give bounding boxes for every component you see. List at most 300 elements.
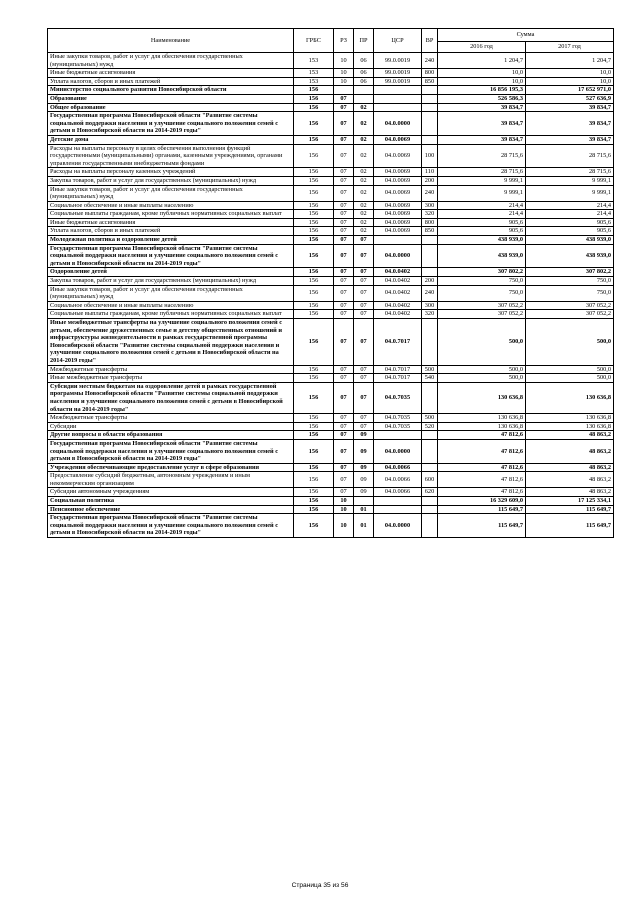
- table-row: [48, 301, 614, 310]
- cell-name: Иные закупки товаров, работ и услуг для обеспечения государственных (муниципальных) нужд: [48, 53, 294, 69]
- table-row: [48, 277, 614, 286]
- cell-rz: 07: [334, 382, 354, 413]
- cell-rz: 10: [334, 505, 354, 514]
- cell-grbs: 156: [294, 488, 334, 497]
- cell-csr: [374, 94, 422, 103]
- cell-grbs: 156: [294, 301, 334, 310]
- table-row: [48, 365, 614, 374]
- cell-sum-2017: 115 649,7: [526, 514, 614, 538]
- cell-sum-2017: 39 834,7: [526, 135, 614, 144]
- cell-pr: 07: [354, 301, 374, 310]
- cell-grbs: 156: [294, 319, 334, 366]
- cell-sum-2016: 307 052,2: [438, 301, 526, 310]
- table-row: [48, 201, 614, 210]
- cell-grbs: 156: [294, 176, 334, 185]
- cell-grbs: 156: [294, 210, 334, 219]
- cell-sum-2017: 48 863,2: [526, 431, 614, 440]
- cell-csr: 04.0.0000: [374, 244, 422, 268]
- cell-vr: [422, 382, 438, 413]
- cell-grbs: 156: [294, 227, 334, 236]
- cell-sum-2017: 130 636,8: [526, 422, 614, 431]
- header-year-2016: 2016 год: [438, 42, 526, 53]
- cell-csr: 04.0.0402: [374, 310, 422, 319]
- cell-rz: 07: [334, 236, 354, 245]
- cell-name: Закупка товаров, работ и услуг для государственных (муниципальных) нужд: [48, 176, 294, 185]
- cell-pr: 09: [354, 439, 374, 463]
- cell-pr: 09: [354, 431, 374, 440]
- cell-sum-2017: 500,0: [526, 365, 614, 374]
- cell-name: Расходы на выплаты персоналу в целях обеспечения выполнения функций государственными (муниципальными) органами, казенными учреждениями, органами управления государственными внебюджетными фондами: [48, 144, 294, 168]
- cell-rz: 07: [334, 176, 354, 185]
- cell-sum-2016: 39 834,7: [438, 112, 526, 136]
- cell-name: Молодежная политика и оздоровление детей: [48, 236, 294, 245]
- cell-grbs: 153: [294, 77, 334, 86]
- cell-sum-2017: 750,0: [526, 277, 614, 286]
- cell-sum-2017: 48 863,2: [526, 488, 614, 497]
- cell-vr: 300: [422, 201, 438, 210]
- cell-sum-2017: 17 125 334,1: [526, 497, 614, 506]
- cell-sum-2016: 10,0: [438, 69, 526, 78]
- cell-rz: 07: [334, 472, 354, 488]
- table-row: [48, 218, 614, 227]
- cell-vr: 500: [422, 414, 438, 423]
- cell-vr: 300: [422, 301, 438, 310]
- cell-rz: 07: [334, 201, 354, 210]
- cell-sum-2017: 1 204,7: [526, 53, 614, 69]
- table-row: [48, 53, 614, 69]
- cell-vr: [422, 135, 438, 144]
- cell-sum-2017: 48 863,2: [526, 472, 614, 488]
- cell-csr: 04.0.0402: [374, 301, 422, 310]
- cell-csr: 04.0.7035: [374, 422, 422, 431]
- cell-sum-2016: 10,0: [438, 77, 526, 86]
- table-row: [48, 505, 614, 514]
- cell-csr: 04.0.0069: [374, 168, 422, 177]
- cell-pr: 07: [354, 285, 374, 301]
- header-csr: ЦСР: [374, 29, 422, 53]
- header-pr: ПР: [354, 29, 374, 53]
- cell-csr: 04.0.0000: [374, 112, 422, 136]
- cell-name: Социальная политика: [48, 497, 294, 506]
- document-page: [47, 28, 613, 538]
- table-row: [48, 472, 614, 488]
- cell-rz: 10: [334, 497, 354, 506]
- cell-grbs: 156: [294, 374, 334, 383]
- cell-sum-2016: 750,0: [438, 277, 526, 286]
- cell-sum-2016: 28 715,6: [438, 144, 526, 168]
- cell-rz: 07: [334, 277, 354, 286]
- cell-grbs: 156: [294, 218, 334, 227]
- header-sum: Сумма: [438, 29, 614, 42]
- cell-csr: 04.0.0402: [374, 277, 422, 286]
- cell-sum-2016: 130 636,8: [438, 414, 526, 423]
- cell-grbs: 156: [294, 439, 334, 463]
- cell-name: Учреждения обеспечивающие предоставление услуг в сфере образования: [48, 463, 294, 472]
- cell-vr: 500: [422, 365, 438, 374]
- cell-sum-2017: 905,6: [526, 218, 614, 227]
- cell-sum-2016: 438 939,0: [438, 236, 526, 245]
- cell-rz: 10: [334, 69, 354, 78]
- cell-sum-2017: 28 715,6: [526, 144, 614, 168]
- table-row: [48, 374, 614, 383]
- cell-csr: 04.0.0069: [374, 227, 422, 236]
- cell-sum-2016: 500,0: [438, 319, 526, 366]
- cell-name: Социальное обеспечение и иные выплаты населению: [48, 201, 294, 210]
- cell-csr: 99.0.0019: [374, 53, 422, 69]
- cell-grbs: 156: [294, 463, 334, 472]
- cell-rz: 07: [334, 210, 354, 219]
- cell-rz: 07: [334, 135, 354, 144]
- table-row: [48, 310, 614, 319]
- cell-sum-2016: 500,0: [438, 365, 526, 374]
- cell-vr: 520: [422, 422, 438, 431]
- cell-vr: [422, 497, 438, 506]
- table-header-row: [48, 29, 614, 42]
- cell-name: Иные закупки товаров, работ и услуг для обеспечения государственных (муниципальных) нужд: [48, 185, 294, 201]
- cell-rz: 10: [334, 77, 354, 86]
- cell-csr: 04.0.7035: [374, 382, 422, 413]
- cell-name: Оздоровление детей: [48, 268, 294, 277]
- cell-name: Расходы на выплаты персоналу казенных учреждений: [48, 168, 294, 177]
- cell-rz: 10: [334, 514, 354, 538]
- table-row: [48, 414, 614, 423]
- cell-vr: 320: [422, 210, 438, 219]
- cell-pr: 07: [354, 422, 374, 431]
- cell-grbs: 156: [294, 185, 334, 201]
- table-row: [48, 422, 614, 431]
- cell-pr: 09: [354, 463, 374, 472]
- cell-csr: 04.0.0069: [374, 218, 422, 227]
- cell-grbs: 156: [294, 112, 334, 136]
- cell-vr: 540: [422, 374, 438, 383]
- cell-rz: 07: [334, 244, 354, 268]
- table-row: [48, 135, 614, 144]
- cell-name: Уплата налогов, сборов и иных платежей: [48, 227, 294, 236]
- cell-pr: 02: [354, 135, 374, 144]
- cell-vr: [422, 431, 438, 440]
- cell-sum-2016: 16 329 609,0: [438, 497, 526, 506]
- cell-sum-2017: 130 636,8: [526, 414, 614, 423]
- cell-sum-2016: 307 052,2: [438, 310, 526, 319]
- table-row: [48, 514, 614, 538]
- cell-pr: 07: [354, 382, 374, 413]
- cell-pr: 07: [354, 365, 374, 374]
- cell-rz: 07: [334, 94, 354, 103]
- cell-rz: 07: [334, 285, 354, 301]
- cell-grbs: 156: [294, 144, 334, 168]
- page-number: Страница 35 из 56: [291, 882, 349, 889]
- cell-sum-2016: 115 649,7: [438, 505, 526, 514]
- cell-vr: 200: [422, 176, 438, 185]
- cell-sum-2016: 214,4: [438, 201, 526, 210]
- cell-sum-2016: 130 636,8: [438, 382, 526, 413]
- table-body: [48, 53, 614, 538]
- cell-vr: 110: [422, 168, 438, 177]
- cell-grbs: 156: [294, 382, 334, 413]
- cell-rz: 07: [334, 422, 354, 431]
- header-rz: РЗ: [334, 29, 354, 53]
- cell-csr: 04.0.0069: [374, 210, 422, 219]
- cell-vr: 600: [422, 472, 438, 488]
- cell-name: Общее образование: [48, 103, 294, 112]
- table-row: [48, 497, 614, 506]
- cell-csr: 04.0.0402: [374, 285, 422, 301]
- cell-rz: 10: [334, 53, 354, 69]
- table-row: [48, 168, 614, 177]
- cell-rz: 07: [334, 319, 354, 366]
- cell-rz: 07: [334, 268, 354, 277]
- cell-pr: 02: [354, 112, 374, 136]
- cell-name: Пенсионное обеспечение: [48, 505, 294, 514]
- cell-vr: [422, 112, 438, 136]
- cell-name: Социальные выплаты гражданам, кроме публичных нормативных социальных выплат: [48, 310, 294, 319]
- cell-vr: 240: [422, 53, 438, 69]
- cell-grbs: 156: [294, 86, 334, 95]
- cell-vr: [422, 86, 438, 95]
- cell-pr: 07: [354, 244, 374, 268]
- cell-sum-2017: 214,4: [526, 201, 614, 210]
- cell-vr: [422, 236, 438, 245]
- cell-vr: [422, 268, 438, 277]
- cell-pr: [354, 94, 374, 103]
- cell-rz: [334, 86, 354, 95]
- cell-name: Субсидии автономным учреждениям: [48, 488, 294, 497]
- cell-vr: [422, 103, 438, 112]
- cell-rz: 07: [334, 374, 354, 383]
- cell-name: Иные бюджетные ассигнования: [48, 218, 294, 227]
- cell-sum-2016: 438 939,0: [438, 244, 526, 268]
- cell-name: Межбюджетные трансферты: [48, 365, 294, 374]
- cell-csr: 04.0.0000: [374, 439, 422, 463]
- cell-sum-2017: 39 834,7: [526, 103, 614, 112]
- table-row: [48, 268, 614, 277]
- cell-rz: 07: [334, 168, 354, 177]
- cell-vr: [422, 94, 438, 103]
- cell-rz: 07: [334, 218, 354, 227]
- cell-sum-2016: 214,4: [438, 210, 526, 219]
- cell-sum-2017: 438 939,0: [526, 236, 614, 245]
- cell-grbs: 156: [294, 365, 334, 374]
- cell-sum-2016: 47 812,6: [438, 488, 526, 497]
- table-row: [48, 144, 614, 168]
- cell-name: Образование: [48, 94, 294, 103]
- cell-csr: 04.0.0069: [374, 176, 422, 185]
- cell-pr: 02: [354, 176, 374, 185]
- cell-sum-2016: 750,0: [438, 285, 526, 301]
- cell-rz: 07: [334, 185, 354, 201]
- cell-sum-2017: 39 834,7: [526, 112, 614, 136]
- cell-csr: [374, 236, 422, 245]
- cell-name: Государственная программа Новосибирской области "Развитие системы социальной поддержки населения и улучшение социального положения семей с детьми в Новосибирской области на 2014-2019 годы": [48, 244, 294, 268]
- cell-pr: [354, 497, 374, 506]
- cell-csr: 04.0.0069: [374, 185, 422, 201]
- cell-pr: 07: [354, 236, 374, 245]
- cell-csr: 04.0.7017: [374, 365, 422, 374]
- cell-name: Иные закупки товаров, работ и услуг для обеспечения государственных (муниципальных) нужд: [48, 285, 294, 301]
- cell-sum-2016: 16 856 195,3: [438, 86, 526, 95]
- cell-name: Иные межбюджетные трансферты: [48, 374, 294, 383]
- cell-pr: 06: [354, 77, 374, 86]
- cell-grbs: 156: [294, 135, 334, 144]
- header-grbs: ГРБС: [294, 29, 334, 53]
- cell-pr: 01: [354, 514, 374, 538]
- table-row: [48, 77, 614, 86]
- cell-grbs: 156: [294, 285, 334, 301]
- cell-name: Субсидии местным бюджетам на оздоровление детей в рамках государственной программы Новосибирской области "Развитие системы социальной поддержки населения и улучшение социального положения семей с детьми в Новосибирской области на 2014-2019 годы": [48, 382, 294, 413]
- cell-grbs: 156: [294, 310, 334, 319]
- cell-name: Закупка товаров, работ и услуг для государственных (муниципальных) нужд: [48, 277, 294, 286]
- table-row: [48, 69, 614, 78]
- cell-sum-2016: 39 834,7: [438, 135, 526, 144]
- table-row: [48, 103, 614, 112]
- table-row: [48, 227, 614, 236]
- cell-csr: [374, 497, 422, 506]
- cell-vr: 850: [422, 77, 438, 86]
- cell-name: Другие вопросы в области образования: [48, 431, 294, 440]
- table-row: [48, 431, 614, 440]
- cell-name: Иные бюджетные ассигнования: [48, 69, 294, 78]
- cell-pr: 02: [354, 168, 374, 177]
- table-row: [48, 94, 614, 103]
- cell-grbs: 156: [294, 103, 334, 112]
- cell-grbs: 156: [294, 244, 334, 268]
- cell-csr: [374, 505, 422, 514]
- cell-sum-2016: 115 649,7: [438, 514, 526, 538]
- cell-sum-2017: 500,0: [526, 374, 614, 383]
- cell-sum-2017: 9 999,1: [526, 176, 614, 185]
- cell-pr: 07: [354, 310, 374, 319]
- cell-name: Государственная программа Новосибирской области "Развитие системы социальной поддержки населения и улучшение социального положения семей с детьми в Новосибирской области на 2014-2019 годы": [48, 439, 294, 463]
- cell-grbs: 156: [294, 236, 334, 245]
- cell-grbs: 156: [294, 414, 334, 423]
- cell-sum-2016: 47 812,6: [438, 472, 526, 488]
- cell-csr: 04.0.0066: [374, 472, 422, 488]
- cell-name: Межбюджетные трансферты: [48, 414, 294, 423]
- cell-rz: 07: [334, 301, 354, 310]
- cell-sum-2017: 115 649,7: [526, 505, 614, 514]
- cell-rz: 07: [334, 439, 354, 463]
- cell-csr: 04.0.7035: [374, 414, 422, 423]
- table-row: [48, 210, 614, 219]
- cell-name: Государственная программа Новосибирской области "Развитие системы социальной поддержки населения и улучшение социального положения семей с детьми в Новосибирской области на 2014-2019 годы": [48, 514, 294, 538]
- cell-sum-2017: 9 999,1: [526, 185, 614, 201]
- cell-sum-2017: 750,0: [526, 285, 614, 301]
- cell-pr: 02: [354, 218, 374, 227]
- cell-sum-2017: 307 802,2: [526, 268, 614, 277]
- cell-sum-2017: 28 715,6: [526, 168, 614, 177]
- cell-csr: 04.0.7017: [374, 319, 422, 366]
- cell-vr: 800: [422, 69, 438, 78]
- cell-vr: 620: [422, 488, 438, 497]
- budget-table: [47, 28, 614, 538]
- cell-name: Государственная программа Новосибирской области "Развитие системы социальной поддержки населения и улучшение социального положения семей с детьми в Новосибирской области на 2014-2019 годы": [48, 112, 294, 136]
- cell-rz: 07: [334, 103, 354, 112]
- table-row: [48, 185, 614, 201]
- cell-csr: 04.0.7017: [374, 374, 422, 383]
- cell-grbs: 156: [294, 514, 334, 538]
- table-row: [48, 176, 614, 185]
- cell-pr: [354, 86, 374, 95]
- cell-name: Детские дома: [48, 135, 294, 144]
- cell-rz: 07: [334, 431, 354, 440]
- cell-sum-2016: 1 204,7: [438, 53, 526, 69]
- cell-sum-2016: 39 834,7: [438, 103, 526, 112]
- cell-csr: 04.0.0000: [374, 514, 422, 538]
- table-row: [48, 439, 614, 463]
- cell-grbs: 153: [294, 69, 334, 78]
- cell-grbs: 156: [294, 201, 334, 210]
- cell-sum-2017: 438 939,0: [526, 244, 614, 268]
- cell-sum-2016: 28 715,6: [438, 168, 526, 177]
- cell-sum-2016: 905,6: [438, 218, 526, 227]
- cell-vr: 240: [422, 185, 438, 201]
- cell-vr: 320: [422, 310, 438, 319]
- cell-csr: 04.0.0069: [374, 135, 422, 144]
- cell-csr: 04.0.0066: [374, 463, 422, 472]
- cell-rz: 07: [334, 488, 354, 497]
- header-name: Наименование: [48, 29, 294, 53]
- cell-vr: 100: [422, 144, 438, 168]
- cell-sum-2016: 9 999,1: [438, 185, 526, 201]
- cell-grbs: 156: [294, 268, 334, 277]
- cell-sum-2017: 500,0: [526, 319, 614, 366]
- cell-pr: 09: [354, 472, 374, 488]
- cell-pr: 02: [354, 201, 374, 210]
- cell-grbs: 156: [294, 431, 334, 440]
- cell-sum-2017: 214,4: [526, 210, 614, 219]
- table-row: [48, 285, 614, 301]
- cell-pr: 02: [354, 210, 374, 219]
- cell-csr: [374, 431, 422, 440]
- cell-pr: 09: [354, 488, 374, 497]
- cell-pr: 02: [354, 227, 374, 236]
- cell-sum-2016: 47 812,6: [438, 463, 526, 472]
- table-row: [48, 236, 614, 245]
- cell-sum-2016: 905,6: [438, 227, 526, 236]
- cell-name: Уплата налогов, сборов и иных платежей: [48, 77, 294, 86]
- cell-rz: 07: [334, 365, 354, 374]
- cell-vr: [422, 514, 438, 538]
- cell-name: Предоставление субсидий бюджетным, автономным учреждениям и иным некоммерческим организациям: [48, 472, 294, 488]
- table-row: [48, 319, 614, 366]
- cell-grbs: 156: [294, 497, 334, 506]
- cell-sum-2017: 10,0: [526, 77, 614, 86]
- table-row: [48, 382, 614, 413]
- cell-csr: [374, 103, 422, 112]
- cell-pr: 07: [354, 414, 374, 423]
- cell-grbs: 156: [294, 505, 334, 514]
- cell-grbs: 156: [294, 472, 334, 488]
- cell-grbs: 156: [294, 422, 334, 431]
- cell-grbs: 156: [294, 277, 334, 286]
- cell-pr: 06: [354, 69, 374, 78]
- cell-sum-2016: 500,0: [438, 374, 526, 383]
- cell-vr: 850: [422, 227, 438, 236]
- table-row: [48, 86, 614, 95]
- cell-sum-2016: 47 812,6: [438, 431, 526, 440]
- cell-sum-2017: 17 652 971,0: [526, 86, 614, 95]
- cell-vr: 200: [422, 277, 438, 286]
- cell-sum-2017: 10,0: [526, 69, 614, 78]
- cell-rz: 07: [334, 463, 354, 472]
- cell-pr: 07: [354, 374, 374, 383]
- header-year-2017: 2017 год: [526, 42, 614, 53]
- cell-sum-2016: 9 999,1: [438, 176, 526, 185]
- cell-sum-2017: 307 052,2: [526, 301, 614, 310]
- cell-pr: 02: [354, 144, 374, 168]
- cell-name: Министерство социального развития Новосибирской области: [48, 86, 294, 95]
- cell-pr: 02: [354, 185, 374, 201]
